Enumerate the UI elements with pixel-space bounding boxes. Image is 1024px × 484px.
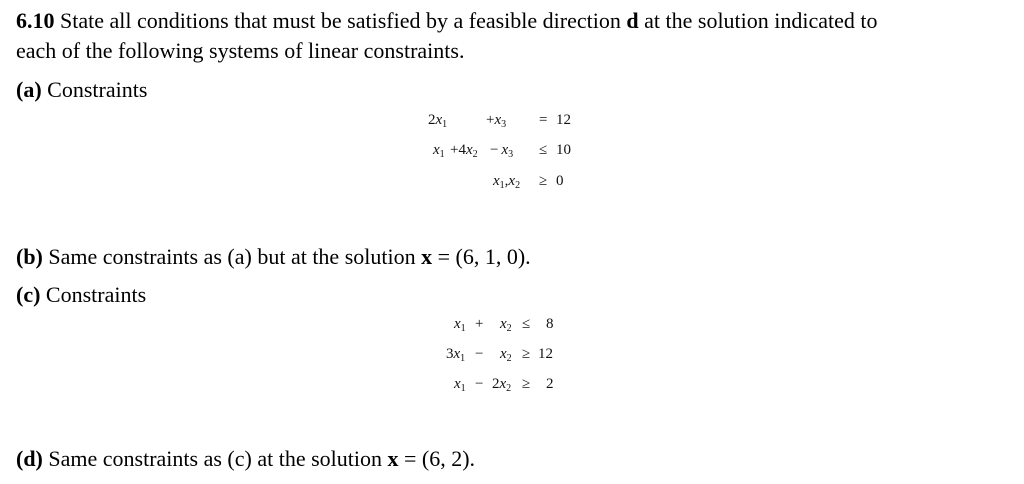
part-a-heading — [16, 77, 147, 103]
part-c-text: Constraints — [40, 282, 147, 307]
statement-text-post: at the solution indicated to — [638, 8, 878, 33]
eq-term-3: − $x_3$ — [490, 142, 514, 160]
eq-term-1: $3x_1$ — [446, 346, 466, 364]
eq-rhs: 12 — [538, 346, 553, 362]
eq-term-1: $x_1$ — [454, 376, 466, 394]
eq-rhs: 2 — [546, 376, 554, 392]
eq-relation: ≥ — [539, 173, 548, 189]
direction-symbol: d — [626, 8, 639, 33]
eq-rhs: 0 — [556, 173, 564, 189]
eq-operator: − — [475, 346, 484, 362]
part-c-label: (c) — [16, 282, 41, 307]
eq-rhs: 10 — [556, 142, 571, 158]
eq-rhs: 12 — [556, 112, 571, 128]
eq-operator: − — [475, 376, 484, 392]
eq-term-2: $2x_2$ — [492, 376, 512, 394]
eq-term-1: $x_1$ — [454, 316, 466, 334]
eq-relation: ≥ — [522, 376, 531, 392]
part-d-text-pre: Same constraints as (c) at the solution — [42, 446, 388, 471]
part-d-label: (d) — [16, 446, 43, 471]
part-d-text-post: = (6, 2). — [398, 446, 476, 471]
problem-statement-line-1 — [16, 8, 878, 34]
statement-text-pre: State all conditions that must be satisfied by a feasible direction — [54, 8, 627, 33]
part-b-text-pre: Same constraints as (a) but at the solution — [42, 244, 422, 269]
eq-term-2: $+4x_2$ — [450, 142, 478, 160]
part-b-heading — [16, 244, 531, 270]
part-c-heading — [16, 282, 146, 308]
part-d-heading — [16, 446, 475, 472]
problem-statement-line-2 — [16, 38, 464, 64]
solution-vector-symbol: x — [421, 244, 433, 269]
eq-term-2: $x_2$ — [500, 346, 512, 364]
eq-operator: + — [475, 316, 484, 332]
eq-term-3: $+x_3$ — [486, 112, 507, 130]
eq-rhs: 8 — [546, 316, 554, 332]
eq-term-1: $x_1$ — [433, 142, 445, 160]
eq-relation: = — [539, 112, 548, 128]
part-a-label: (a) — [16, 77, 42, 102]
eq-relation: ≤ — [522, 316, 531, 332]
part-b-label: (b) — [16, 244, 43, 269]
statement-text-line-2: each of the following systems of linear constraints. — [16, 38, 465, 63]
solution-vector-symbol: x — [387, 446, 399, 471]
eq-term-1: $2x_1$ — [428, 112, 448, 130]
eq-relation: ≥ — [522, 346, 531, 362]
problem-number: 6.10 — [16, 8, 55, 33]
part-a-text: Constraints — [41, 77, 148, 102]
eq-relation: ≤ — [539, 142, 548, 158]
eq-term-2: $x_2$ — [500, 316, 512, 334]
eq-vars: $x_1,x_2$ — [493, 173, 521, 191]
part-b-text-post: = (6, 1, 0). — [432, 244, 531, 269]
